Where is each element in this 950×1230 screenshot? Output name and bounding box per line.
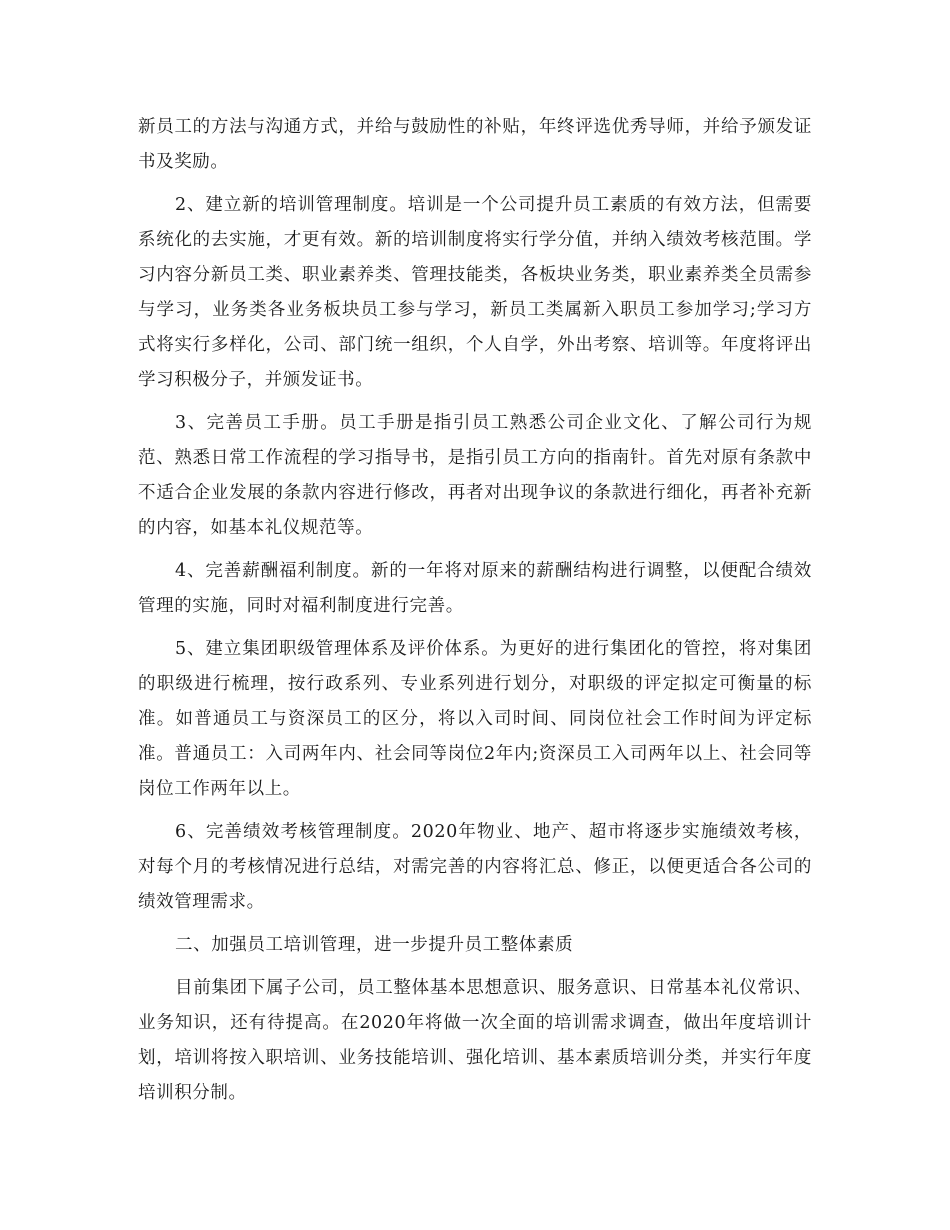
paragraph-continuation: 新员工的方法与沟通方式，并给与鼓励性的补贴，年终评选优秀导师，并给予颁发证书及奖励。 [138,117,812,172]
paragraph-employee-handbook: 3、完善员工手册。员工手册是指引员工熟悉公司企业文化、了解公司行为规范、熟悉日常工作流程的学习指导书，是指引员工方向的指南针。首先对原有条款中不适合企业发展的条款内容进行修改，再者对出现争议的条款进行细化，再者补充新的内容，如基本礼仪规范等。 [138,413,812,538]
document-body [138,110,812,1119]
paragraph-training-system: 2、建立新的培训管理制度。培训是一个公司提升员工素质的有效方法，但需要系统化的去实施，才更有效。新的培训制度将实行学分值，并纳入绩效考核范围。学习内容分新员工类、职业素养类、管理技能类，各板块业务类，职业素养类全员需参与学习，业务类各业务板块员工参与学习，新员工类属新入职员工参加学习;学习方式将实行多样化，公司、部门统一组织，个人自学，外出考察、培训等。年度将评出学习积极分子，并颁发证书。 [138,195,812,390]
section-heading-training: 二、加强员工培训管理，进一步提升员工整体素质 [175,935,574,955]
paragraph-compensation: 4、完善薪酬福利制度。新的一年将对原来的薪酬结构进行调整，以便配合绩效管理的实施，同时对福利制度进行完善。 [138,561,812,616]
paragraph-job-grade-system: 5、建立集团职级管理体系及评价体系。为更好的进行集团化的管控，将对集团的职级进行梳理，按行政系列、专业系列进行划分，对职级的评定拟定可衡量的标准。如普通员工与资深员工的区分，将以入司时间、同岗位社会工作时间为评定标准。普通员工：入司两年内、社会同等岗位2年内;资深员工入司两年以上、社会同等岗位工作两年以上。 [138,639,812,799]
paragraph-performance: 6、完善绩效考核管理制度。2020年物业、地产、超市将逐步实施绩效考核，对每个月的考核情况进行总结，对需完善的内容将汇总、修正，以便更适合各公司的绩效管理需求。 [138,822,812,912]
paragraph-training-plan: 目前集团下属子公司，员工整体基本思想意识、服务意识、日常基本礼仪常识、业务知识，还有待提高。在2020年将做一次全面的培训需求调查，做出年度培训计划，培训将按入职培训、业务技能培训、强化培训、基本素质培训分类，并实行年度培训积分制。 [138,978,812,1103]
